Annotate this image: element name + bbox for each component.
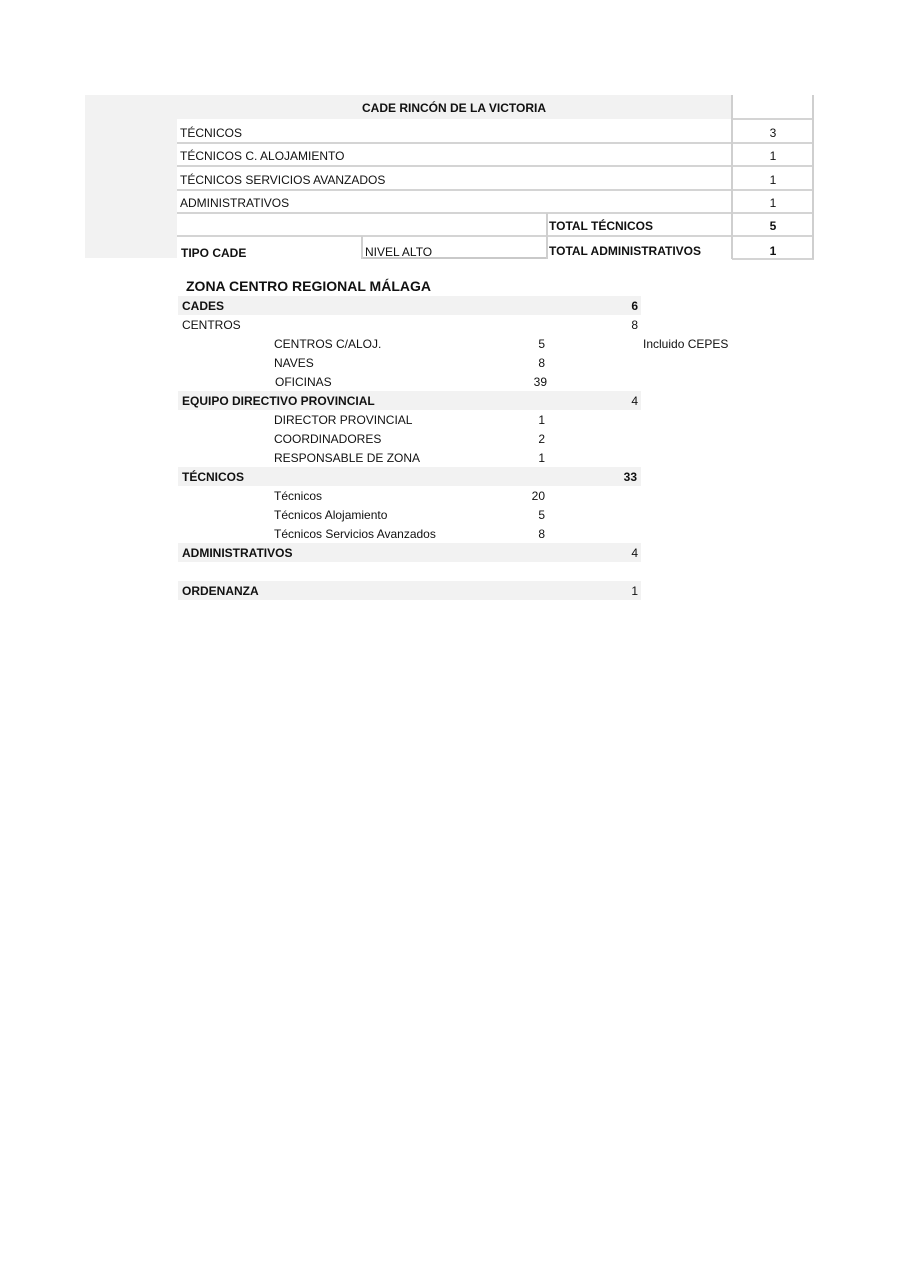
centros-item-label: NAVES xyxy=(274,356,314,370)
cade-row-value: 1 xyxy=(769,173,777,187)
ordenanza-value: 1 xyxy=(631,584,638,598)
cade-table xyxy=(0,0,905,270)
administrativos-value: 4 xyxy=(631,546,638,560)
ordenanza-label: ORDENANZA xyxy=(182,584,259,598)
tecnicos-item-label: Técnicos Servicios Avanzados xyxy=(274,527,436,541)
centros-value: 8 xyxy=(631,318,638,332)
total-admin-label: TOTAL ADMINISTRATIVOS xyxy=(549,244,701,258)
tecnicos-item-value: 20 xyxy=(531,489,545,503)
centros-label: CENTROS xyxy=(182,318,241,332)
equipo-label: EQUIPO DIRECTIVO PROVINCIAL xyxy=(182,394,375,408)
tecnicos-item-label: Técnicos xyxy=(274,489,323,503)
cades-label: CADES xyxy=(182,299,225,313)
cade-row-label: TÉCNICOS C. ALOJAMIENTO xyxy=(180,149,345,163)
equipo-item-value: 1 xyxy=(538,451,545,465)
tecnicos-value: 33 xyxy=(623,470,637,484)
centros-item-value: 5 xyxy=(538,337,545,351)
cade-row-label: TÉCNICOS SERVICIOS AVANZADOS xyxy=(180,173,386,187)
cade-row-label: TÉCNICOS xyxy=(180,126,243,140)
cade-row-label: ADMINISTRATIVOS xyxy=(180,196,290,210)
centros-item-label: OFICINAS xyxy=(275,375,332,389)
centros-item-value: 8 xyxy=(538,356,545,370)
tipo-cade-value: NIVEL ALTO xyxy=(365,245,433,259)
tecnicos-item-label: Técnicos Alojamiento xyxy=(274,508,388,522)
cades-value: 6 xyxy=(631,299,638,313)
tecnicos-label: TÉCNICOS xyxy=(182,470,245,484)
total-admin-value: 1 xyxy=(769,244,777,258)
total-tecnicos-label: TOTAL TÉCNICOS xyxy=(549,219,654,233)
centros-item-label: CENTROS C/ALOJ. xyxy=(274,337,382,351)
total-tecnicos-value: 5 xyxy=(769,219,777,233)
cade-row-value: 1 xyxy=(769,196,777,210)
administrativos-label: ADMINISTRATIVOS xyxy=(182,546,293,560)
cade-row-value: 3 xyxy=(769,126,777,140)
tecnicos-item-value: 5 xyxy=(538,508,545,522)
cade-title: CADE RINCÓN DE LA VICTORIA xyxy=(361,101,546,115)
cade-row-value: 1 xyxy=(769,149,777,163)
tecnicos-band xyxy=(178,467,641,486)
centros-item-value: 39 xyxy=(533,375,547,389)
centros-note: Incluido CEPES xyxy=(643,337,729,351)
cade-left-column xyxy=(85,119,177,238)
equipo-item-value: 1 xyxy=(538,413,545,427)
cades-band xyxy=(178,296,641,315)
equipo-item-label: COORDINADORES xyxy=(274,432,382,446)
zona-title: ZONA CENTRO REGIONAL MÁLAGA xyxy=(186,278,431,294)
equipo-item-label: DIRECTOR PROVINCIAL xyxy=(274,413,413,427)
equipo-value: 4 xyxy=(631,394,638,408)
tipo-cade-label: TIPO CADE xyxy=(181,246,247,260)
equipo-item-value: 2 xyxy=(538,432,545,446)
tecnicos-item-value: 8 xyxy=(538,527,545,541)
equipo-item-label: RESPONSABLE DE ZONA xyxy=(274,451,421,465)
cade-left-column-bottom xyxy=(85,238,177,258)
